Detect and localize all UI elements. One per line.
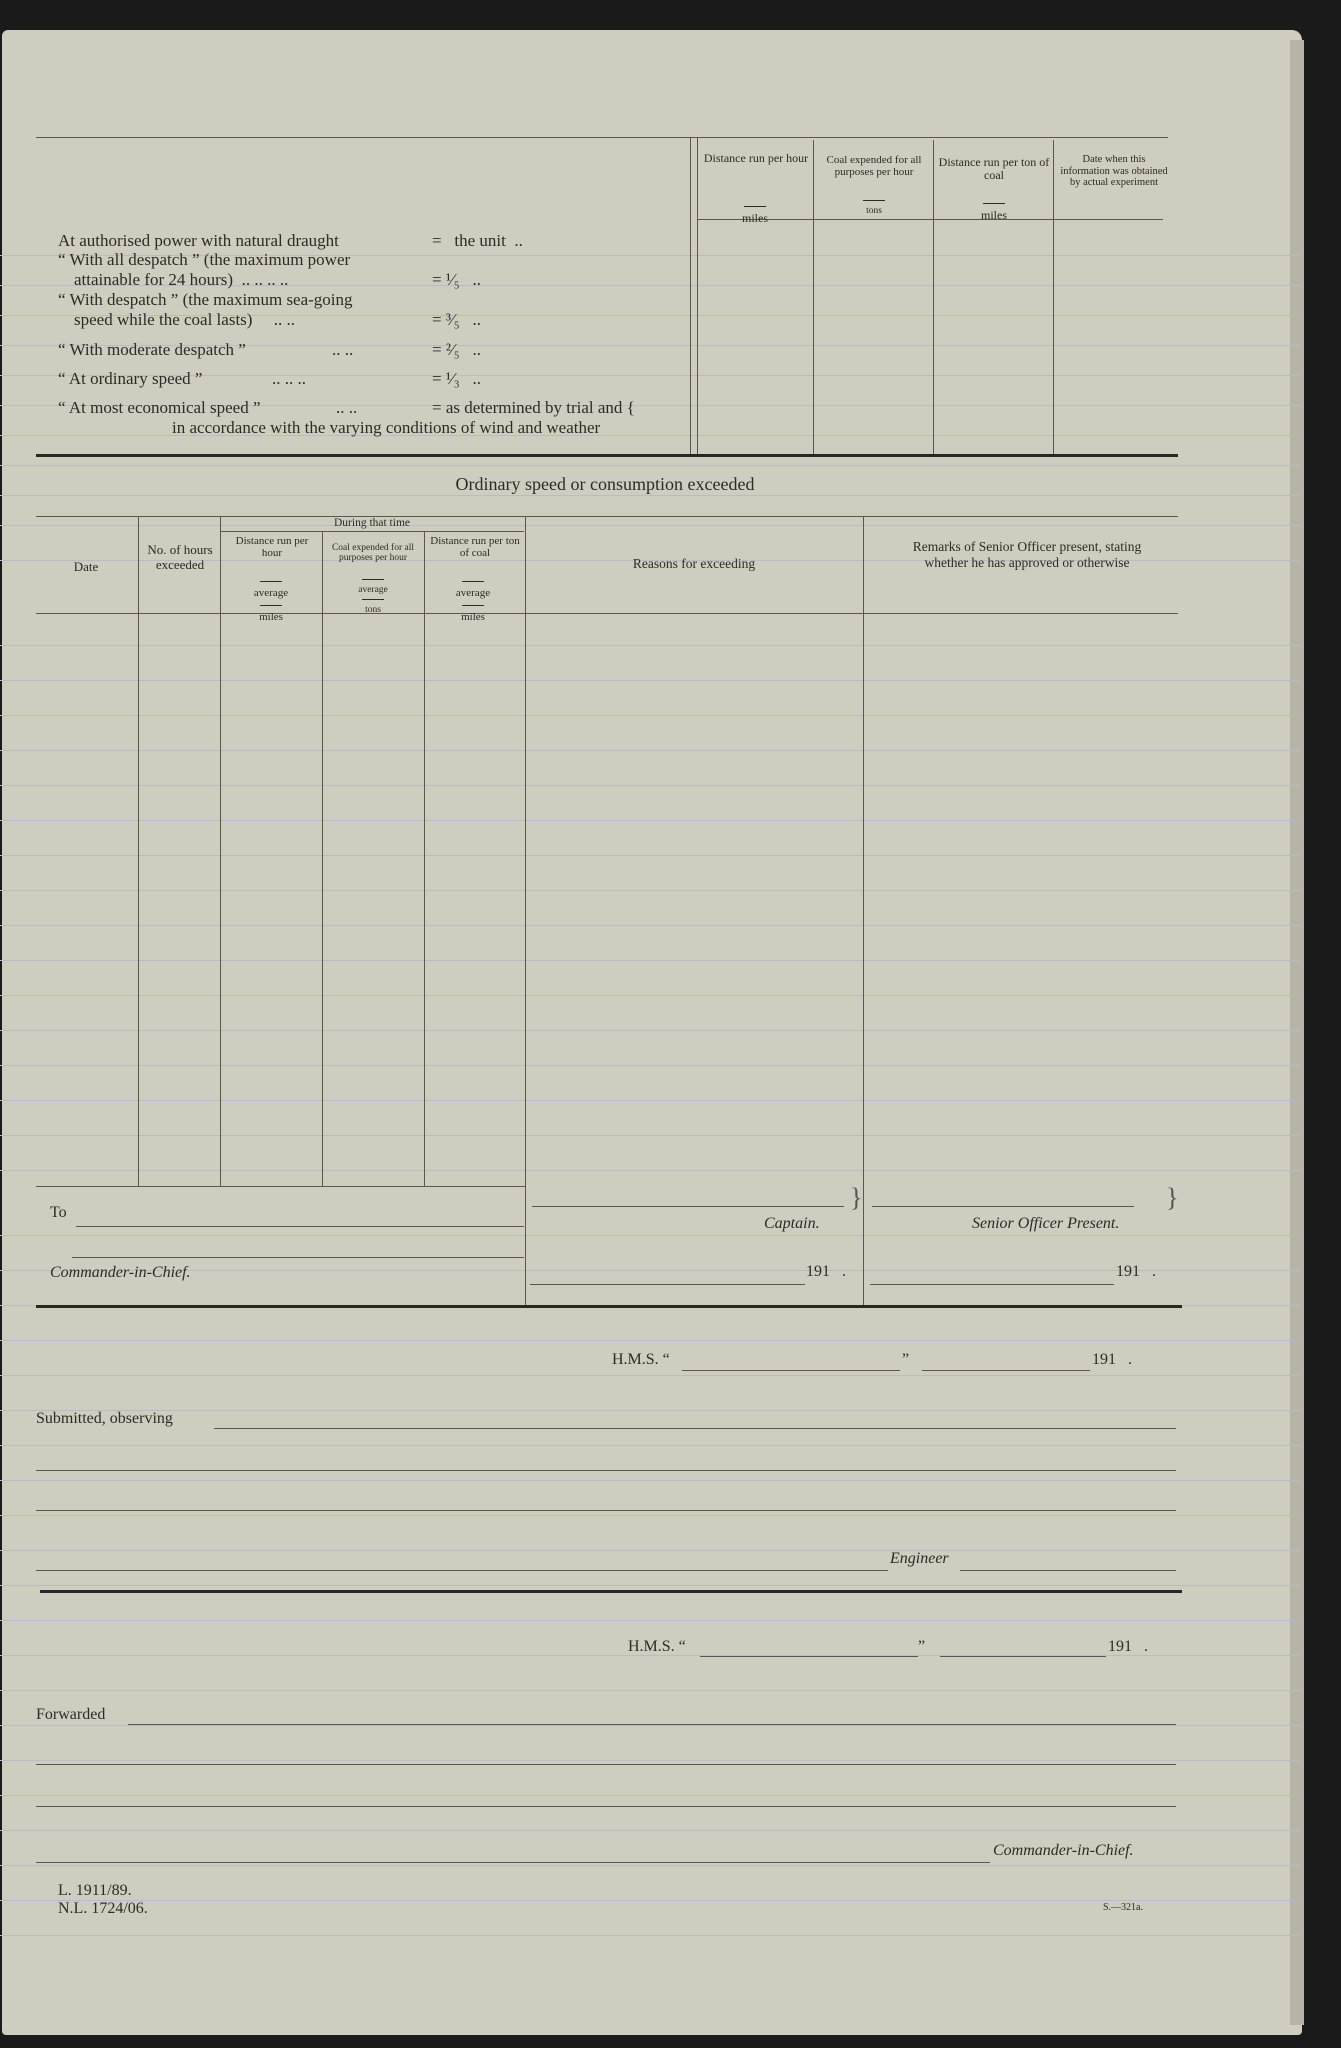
- row-moderate-dots: .. ..: [332, 340, 354, 359]
- row-natural-draught-value: = the unit ..: [432, 231, 523, 250]
- row-economical-cont: in accordance with the varying conditions of wind and weather: [172, 418, 601, 437]
- row-economical-speed: “ At most economical speed ”: [58, 398, 261, 417]
- senior-officer-label: Senior Officer Present.: [972, 1215, 1120, 1232]
- submitted-observing: Submitted, observing: [36, 1410, 173, 1427]
- hms-label: H.M.S. “: [628, 1638, 686, 1655]
- hms-close-quote: ”: [918, 1638, 926, 1655]
- senior-year: 191 .: [1116, 1263, 1156, 1280]
- row-economical-value: = as determined by trial and {: [432, 398, 635, 417]
- forwarded-cinc: Commander-in-Chief.: [993, 1842, 1134, 1859]
- row-ordinary-dots: .. .. ..: [272, 369, 306, 388]
- row-despatch: “ With despatch ” (the maximum sea-going: [58, 290, 353, 309]
- row-natural-draught: At authorised power with natural draught: [58, 231, 339, 250]
- col-per-ton-average: average miles: [448, 575, 498, 623]
- row-despatch-value: = ³⁄₅ ..: [432, 310, 481, 329]
- col-reasons: Reasons for exceeding: [632, 556, 756, 571]
- row-economical-dots: .. ..: [336, 398, 358, 417]
- captain-label: Captain.: [764, 1215, 820, 1232]
- row-despatch-cont: speed while the coal lasts) .. ..: [74, 310, 295, 329]
- col-per-ton: Distance run per ton of coal: [430, 535, 520, 559]
- col-date: Date: [73, 559, 99, 574]
- hms-label: H.M.S. “: [612, 1351, 670, 1368]
- ref-nl: N.L. 1724/06.: [58, 1900, 148, 1917]
- unit-miles: miles: [974, 196, 1014, 222]
- row-moderate-despatch: “ With moderate despatch ”: [58, 340, 246, 359]
- header-distance-per-ton: Distance run per ton of coal: [938, 155, 1050, 182]
- senior-brace: }: [1166, 1183, 1179, 1212]
- row-ordinary-speed: “ At ordinary speed ”: [58, 369, 203, 388]
- header-coal-expended: Coal expended for all purposes per hour: [826, 154, 922, 178]
- col-remarks: Remarks of Senior Officer present, stating whether he has approved or otherwise: [912, 539, 1142, 570]
- row-ordinary-value: = ¹⁄₃ ..: [432, 369, 481, 388]
- ref-l: L. 1911/89.: [58, 1882, 132, 1899]
- forwarded-label: Forwarded: [36, 1706, 106, 1723]
- form-sheet: [2, 30, 1302, 2035]
- commander-in-chief: Commander-in-Chief.: [50, 1264, 191, 1281]
- forwarded-year: 191 .: [1108, 1638, 1148, 1655]
- unit-tons: tons: [854, 196, 894, 216]
- col-distance-run: Distance run per hour: [235, 535, 309, 559]
- header-distance-run: Distance run per hour: [703, 151, 809, 165]
- captain-brace: }: [850, 1183, 863, 1212]
- during-that-time: During that time: [333, 517, 410, 529]
- col-hours-exceeded: No. of hours exceeded: [147, 542, 213, 572]
- unit-miles: miles: [735, 199, 775, 225]
- to-label: To: [50, 1204, 67, 1221]
- row-all-despatch: “ With all despatch ” (the maximum power: [58, 250, 351, 269]
- row-moderate-value: = ²⁄₅ ..: [432, 340, 481, 359]
- col-coal-expended: Coal expended for all purposes per hour: [331, 543, 415, 563]
- hms-close-quote: ”: [902, 1351, 910, 1368]
- captain-year: 191 .: [806, 1263, 846, 1280]
- col-distance-average: average miles: [246, 575, 296, 623]
- row-all-despatch-cont: attainable for 24 hours) .. .. .. ..: [74, 270, 289, 289]
- form-number: S.—321a.: [1103, 1902, 1143, 1913]
- section-title: Ordinary speed or consumption exceeded: [455, 474, 755, 494]
- page-edge: [1290, 40, 1304, 2025]
- row-all-despatch-value: = ¹⁄₅ ..: [432, 270, 481, 289]
- engineer-label: Engineer: [890, 1550, 949, 1567]
- submitted-year: 191 .: [1092, 1351, 1132, 1368]
- col-coal-average: average tons: [348, 575, 398, 615]
- header-date-obtained: Date when this information was obtained by actual experiment: [1060, 154, 1168, 188]
